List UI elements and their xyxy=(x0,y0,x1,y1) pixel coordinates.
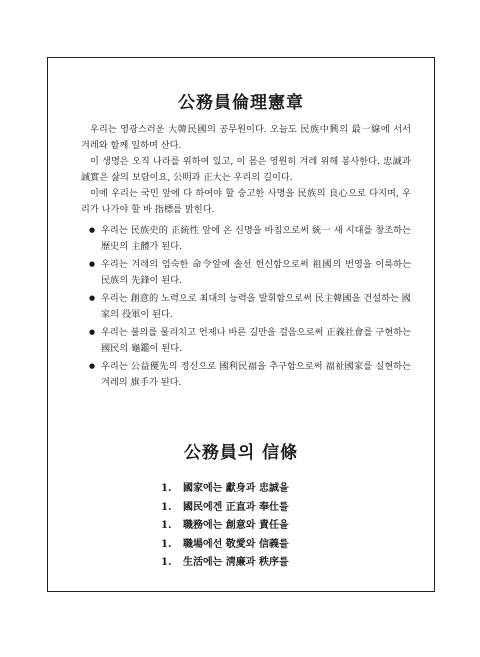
charter-body xyxy=(81,122,411,393)
charter-bullet-text: 우리는 불의를 물리치고 언제나 바른 길만을 걸음으로써 正義社會를 구현하는 國民의 龜鑑이 된다. xyxy=(101,327,411,354)
bullet-dot-icon: ● xyxy=(89,260,96,268)
creed-item-text: 職務에는 創意와 責任을 xyxy=(183,520,289,531)
creed-item-text: 職場에선 敬愛와 信義를 xyxy=(183,538,289,550)
charter-bullet-list xyxy=(81,223,411,390)
creed-item-text: 國民에겐 正直과 奉仕를 xyxy=(183,501,289,513)
creed-item-number: 1. xyxy=(161,483,172,494)
creed-item-number: 1. xyxy=(161,520,172,531)
creed-item-number: 1. xyxy=(161,501,172,513)
bullet-dot-icon: ● xyxy=(89,226,96,234)
charter-paragraph: 이 생명은 오직 나라를 위하여 있고, 이 몸은 영원히 겨레 위해 봉사한다. 忠誠과 誠實은 삶의 보람이요, 公明과 正大는 우리의 길이다. xyxy=(81,156,411,183)
creed-item xyxy=(161,480,289,499)
creed-item xyxy=(161,536,289,555)
charter-bullet-text: 우리는 創意的 노력으로 최대의 능력을 발휘함으로써 民主韓國을 건설하는 國家의 役軍이 된다. xyxy=(101,293,411,320)
creed-item xyxy=(161,517,289,536)
bullet-dot-icon: ● xyxy=(89,362,96,370)
bullet-dot-icon: ● xyxy=(89,328,96,336)
creed-item-number: 1. xyxy=(161,557,172,568)
charter-bullet-item xyxy=(81,291,411,322)
document-frame xyxy=(47,57,435,592)
creed-item xyxy=(161,499,289,518)
charter-bullet-text: 우리는 겨레의 엄숙한 命令앞에 솔선 헌신함으로써 祖國의 번영을 이룩하는 民族의 先鋒이 된다. xyxy=(101,259,411,286)
bullet-dot-icon: ● xyxy=(89,294,96,302)
creed-item xyxy=(161,554,289,573)
creed-item-text: 國家에는 獻身과 忠誠을 xyxy=(183,483,289,494)
charter-bullet-text: 우리는 民族史的 正統性 앞에 온 신명을 바침으로써 統一 새 시대를 창조하는 歷史의 主體가 된다. xyxy=(101,225,411,252)
charter-paragraph: 이에 우리는 국민 앞에 다 하여야 할 숭고한 사명을 民族의 良心으로 다지며, 우리가 나가야 할 바 指標를 밝힌다. xyxy=(81,188,411,215)
charter-bullet-item xyxy=(81,359,411,390)
charter-bullet-item xyxy=(81,223,411,254)
charter-paragraph: 우리는 영광스러운 大韓民國의 공무원이다. 오늘도 民族中興의 最一線에 서서 겨레와 함께 일하며 산다. xyxy=(81,124,411,151)
creed-title: 公務員의 信條 xyxy=(183,443,299,463)
charter-title: 公務員倫理憲章 xyxy=(178,93,304,113)
creed-item-text: 生活에는 淸廉과 秩序를 xyxy=(183,557,289,568)
charter-bullet-item xyxy=(81,325,411,356)
charter-bullet-text: 우리는 公益優先의 정신으로 國利民福을 추구함으로써 福祉國家를 실현하는 겨레의 旗手가 된다. xyxy=(101,361,411,388)
creed-item-number: 1. xyxy=(161,538,172,550)
charter-bullet-item xyxy=(81,257,411,288)
creed-list xyxy=(161,480,289,573)
